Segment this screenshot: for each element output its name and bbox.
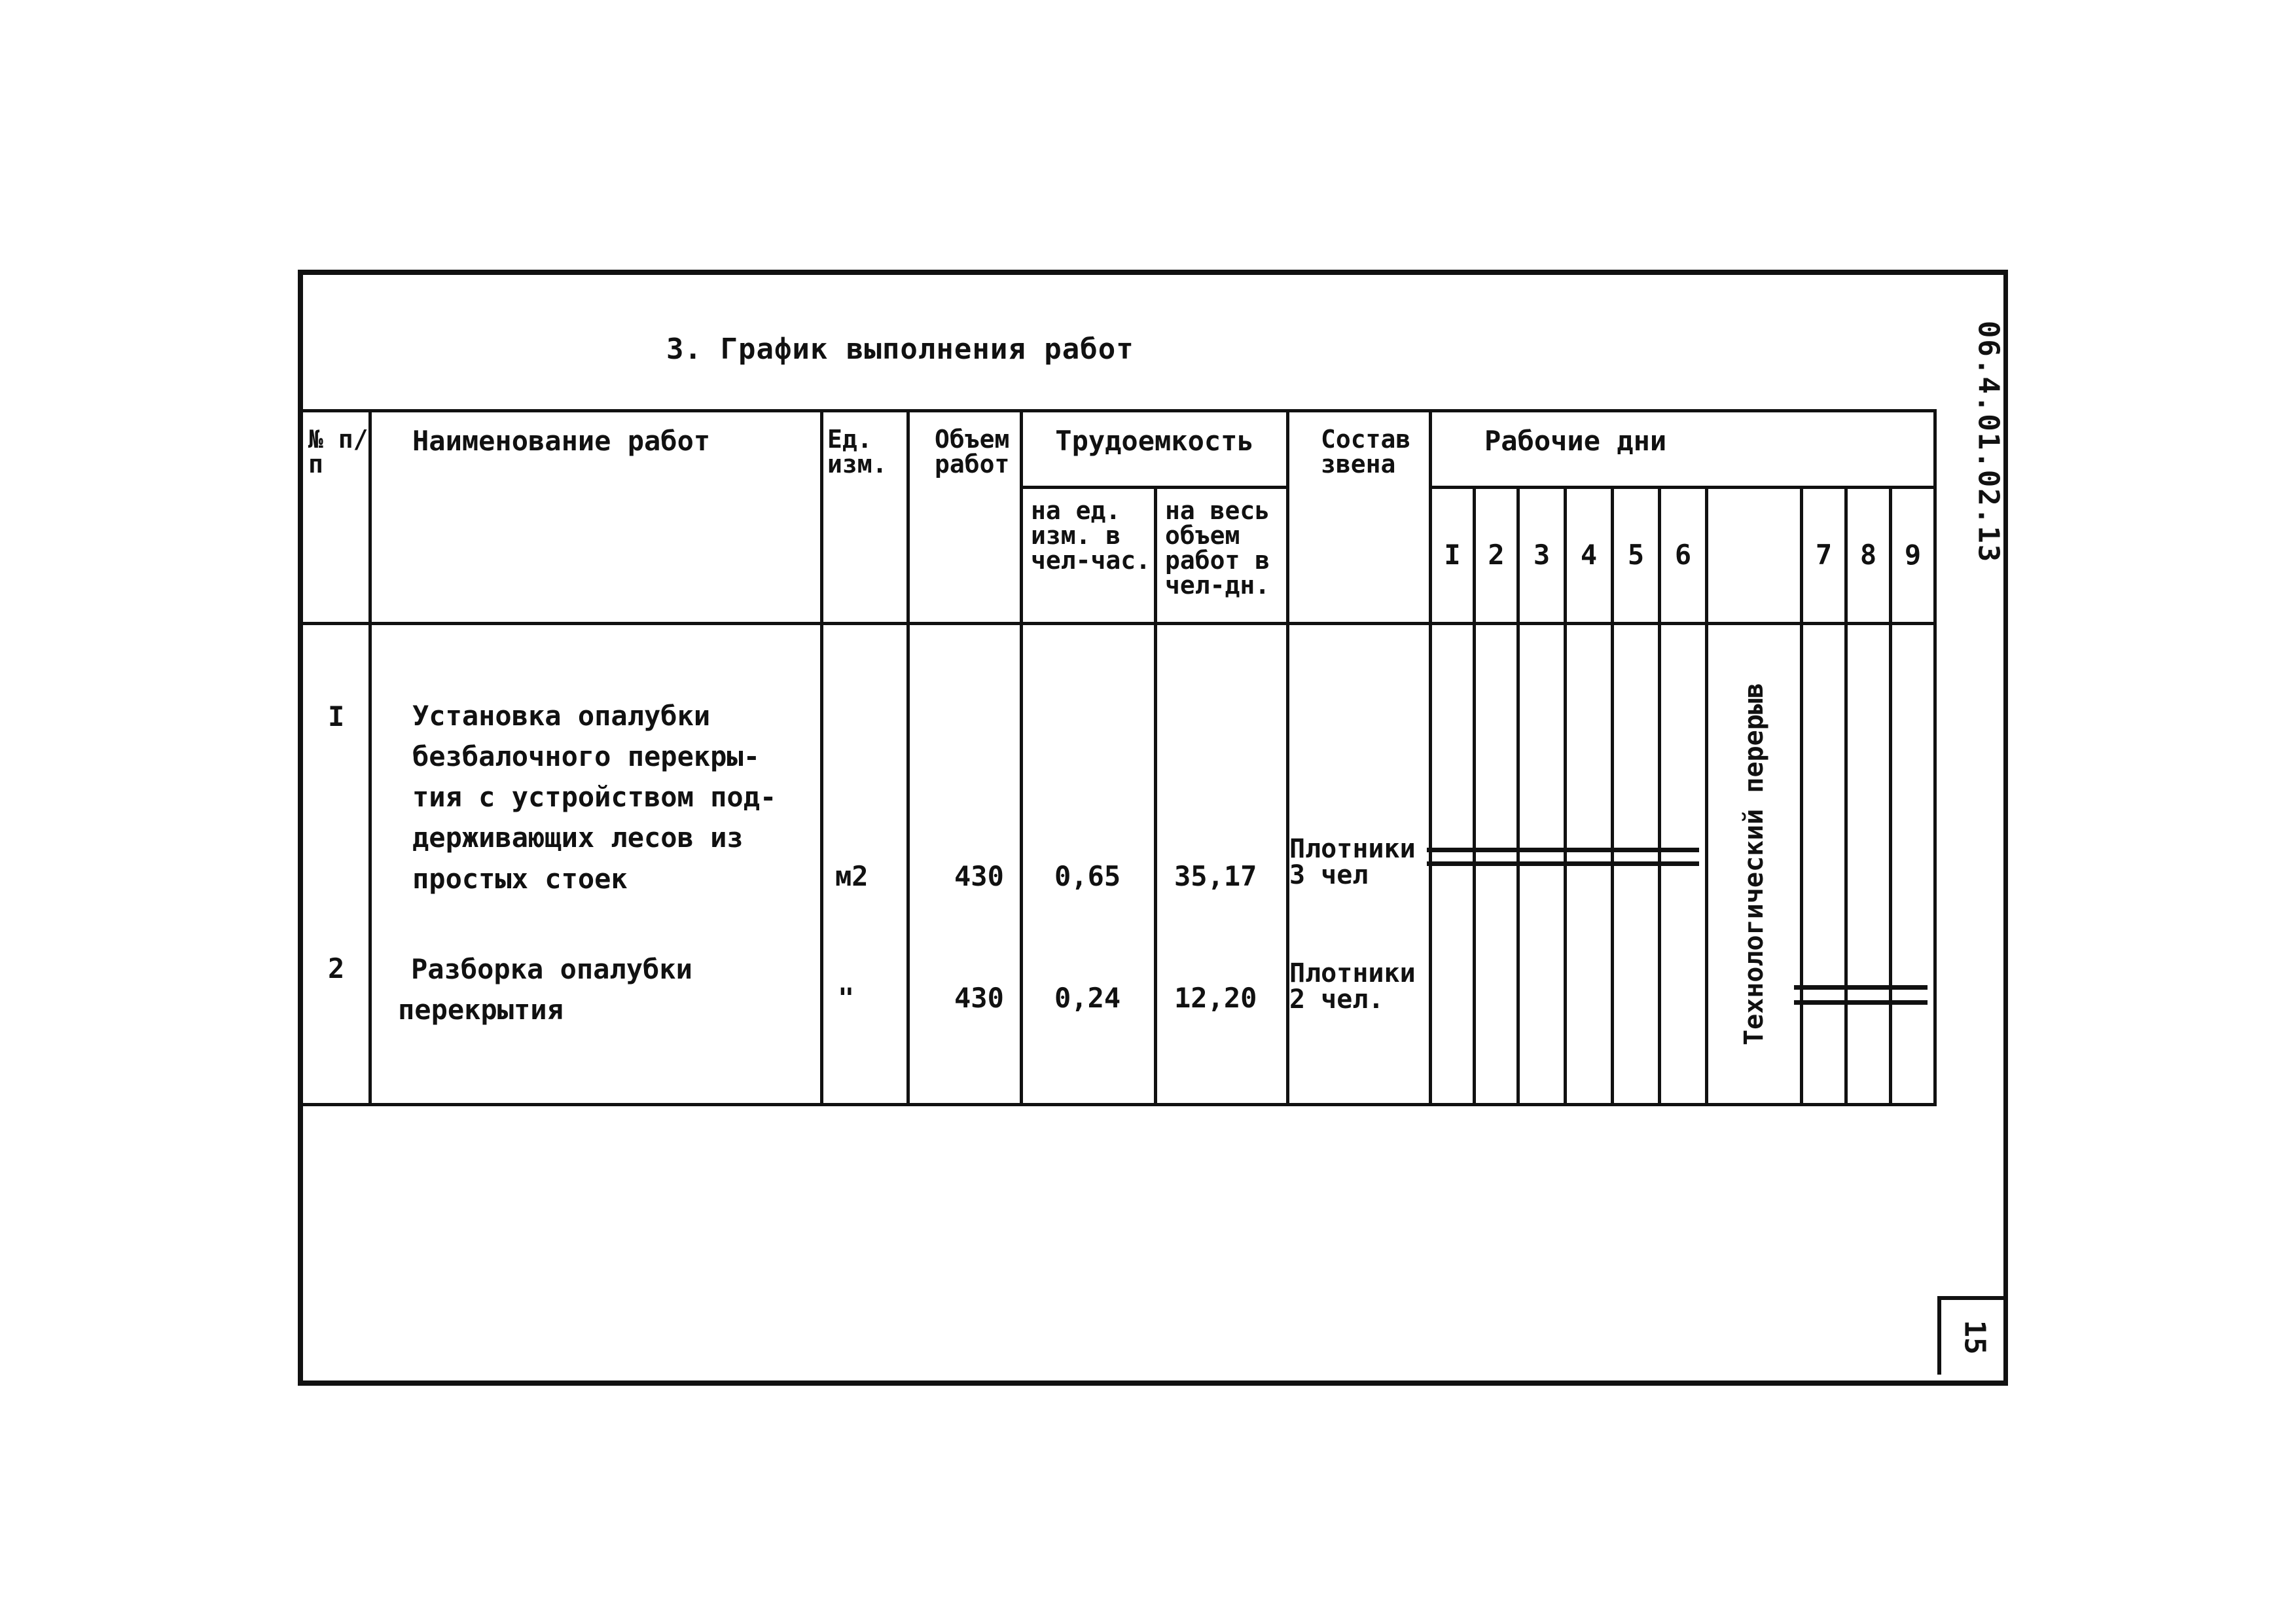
col-volume (908, 624, 1022, 1105)
page-title: 3. График выполнения работ (666, 333, 1134, 366)
day-col-9 (1891, 624, 1935, 1105)
col-name (370, 624, 822, 1105)
col-labor-total (1156, 624, 1288, 1105)
row-1-gantt-bar-top (1427, 848, 1699, 852)
row-1-labor-total: 35,17 (1174, 860, 1257, 892)
day-8: 8 (1846, 488, 1891, 624)
row-2-labor-unit: 0,24 (1054, 982, 1121, 1014)
header-num: № п/п (302, 411, 370, 624)
tech-break-label: Технологический перерыв (1739, 683, 1769, 1045)
row-2-gantt-bar-top (1794, 985, 1928, 990)
row-2-volume: 430 (954, 982, 1004, 1014)
row-2-labor-total: 12,20 (1174, 982, 1257, 1014)
header-working-days: Рабочие дни (1431, 411, 1935, 488)
document-code: 06.4.01.02.13 (1971, 320, 2005, 564)
row-2-gantt-bar-bottom (1794, 1000, 1928, 1005)
col-crew (1288, 624, 1431, 1105)
row-1-gantt-bar-bottom (1427, 861, 1699, 866)
header-labor-total: на весь объем работ в чел-дн. (1156, 488, 1288, 624)
row-1-volume: 430 (954, 860, 1004, 892)
col-unit (822, 624, 908, 1105)
page-number-box (1937, 1296, 2008, 1375)
day-4: 4 (1566, 488, 1613, 624)
row-2-crew: Плотники 2 чел. (1289, 958, 1416, 1015)
header-labor: Трудоемкость (1022, 411, 1288, 488)
row-2-unit: " (838, 982, 855, 1014)
row-1-unit: м2 (835, 860, 869, 892)
row-1-crew: Плотники 3 чел (1289, 834, 1416, 890)
day-1: I (1431, 488, 1475, 624)
work-schedule-table (300, 409, 1937, 1106)
day-col-7 (1802, 624, 1846, 1105)
day-2: 2 (1475, 488, 1518, 624)
row-1-labor-unit: 0,65 (1054, 860, 1121, 892)
day-9: 9 (1891, 488, 1935, 624)
row-1-name: Установка опалубки безбалочного перекры- тия с устройством под- держивающих лесов из простых стоек (412, 700, 777, 895)
header-name: Наименование работ (370, 411, 822, 624)
day-5: 5 (1613, 488, 1660, 624)
page-number: 15 (1958, 1320, 1992, 1355)
row-1-num: I (328, 700, 345, 732)
day-7: 7 (1802, 488, 1846, 624)
col-num (302, 624, 370, 1105)
day-3: 3 (1518, 488, 1566, 624)
header-crew: Состав звена (1288, 411, 1431, 624)
row-2-num: 2 (328, 952, 345, 984)
header-unit: Ед. изм. (822, 411, 908, 624)
header-labor-per-unit: на ед. изм. в чел-час. (1022, 488, 1156, 624)
col-labor-unit (1022, 624, 1156, 1105)
day-gap (1707, 488, 1802, 624)
row-2-name: Разборка опалубки перекрытия (398, 953, 692, 1026)
header-volume: Объем работ (908, 411, 1022, 624)
day-col-8 (1846, 624, 1891, 1105)
tech-break-cell (1707, 624, 1802, 1105)
day-6: 6 (1660, 488, 1707, 624)
